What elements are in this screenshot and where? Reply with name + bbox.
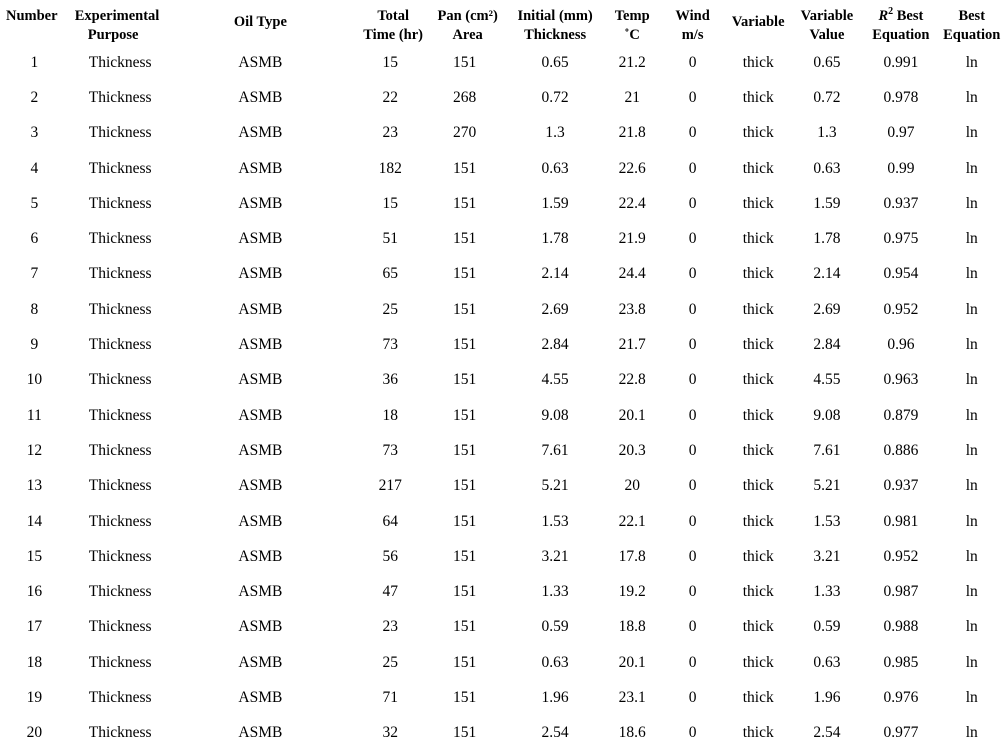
table-row [0, 398, 1002, 433]
header-pan-area-line-2: Area [452, 27, 483, 43]
cell-purpose: Thickness [88, 124, 152, 142]
table-row [0, 469, 1002, 504]
cell-temp: 24.4 [618, 265, 646, 283]
cell-variable-value: 3.21 [813, 547, 841, 565]
cell-oil-type: ASMB [238, 124, 283, 142]
cell-initial-thickness: 4.55 [541, 371, 569, 389]
table-row [0, 539, 1002, 574]
cell-number: 13 [26, 477, 43, 495]
header-variable-value [794, 0, 861, 45]
cell-r2: 0.988 [883, 618, 919, 636]
cell-wind: 0 [688, 441, 697, 459]
cell-temp: 18.8 [618, 618, 646, 636]
cell-pan-area: 151 [453, 512, 477, 530]
cell-wind: 0 [688, 688, 697, 706]
cell-number: 17 [26, 618, 43, 636]
cell-variable: thick [742, 53, 774, 71]
cell-wind: 0 [688, 618, 697, 636]
cell-r2: 0.954 [883, 265, 919, 283]
cell-pan-area: 151 [453, 441, 477, 459]
cell-pan-area: 151 [453, 724, 477, 742]
cell-total-time: 73 [382, 336, 399, 354]
cell-total-time: 22 [382, 88, 399, 106]
cell-temp: 20.3 [618, 441, 646, 459]
cell-initial-thickness: 2.54 [541, 724, 569, 742]
cell-initial-thickness: 0.59 [541, 618, 569, 636]
cell-best-equation: ln [965, 124, 978, 142]
cell-number: 16 [26, 583, 43, 601]
cell-best-equation: ln [965, 300, 978, 318]
cell-total-time: 25 [382, 653, 399, 671]
header-r2-line-2: Equation [872, 27, 930, 43]
cell-temp: 18.6 [618, 724, 646, 742]
cell-best-equation: ln [965, 265, 978, 283]
cell-best-equation: ln [965, 618, 978, 636]
cell-initial-thickness: 1.53 [541, 512, 569, 530]
table-row [0, 292, 1002, 327]
cell-best-equation: ln [965, 441, 978, 459]
cell-oil-type: ASMB [238, 583, 283, 601]
cell-r2: 0.952 [883, 300, 919, 318]
header-oil-type [181, 0, 339, 45]
cell-number: 5 [30, 194, 39, 212]
table-row [0, 186, 1002, 221]
cell-variable: thick [742, 583, 774, 601]
cell-total-time: 182 [378, 159, 402, 177]
header-number-line-1: Number [6, 8, 58, 24]
cell-temp: 21 [624, 88, 640, 106]
cell-total-time: 65 [382, 265, 399, 283]
cell-variable: thick [742, 724, 774, 742]
cell-wind: 0 [688, 371, 697, 389]
cell-pan-area: 151 [453, 230, 477, 248]
cell-pan-area: 151 [453, 300, 477, 318]
cell-variable-value: 9.08 [813, 406, 841, 424]
cell-pan-area: 270 [453, 124, 477, 142]
cell-number: 20 [26, 724, 43, 742]
cell-r2: 0.963 [883, 371, 919, 389]
cell-purpose: Thickness [88, 477, 152, 495]
cell-purpose: Thickness [88, 230, 152, 248]
cell-r2: 0.97 [887, 124, 915, 142]
cell-pan-area: 151 [453, 159, 477, 177]
cell-temp: 23.1 [618, 688, 646, 706]
cell-wind: 0 [688, 159, 697, 177]
cell-total-time: 32 [382, 724, 399, 742]
cell-initial-thickness: 9.08 [541, 406, 569, 424]
cell-initial-thickness: 2.14 [541, 265, 569, 283]
cell-best-equation: ln [965, 688, 978, 706]
table-row [0, 45, 1002, 80]
cell-variable-value: 2.54 [813, 724, 841, 742]
cell-total-time: 23 [382, 618, 399, 636]
cell-variable: thick [742, 618, 774, 636]
cell-variable-value: 7.61 [813, 441, 841, 459]
cell-variable: thick [742, 194, 774, 212]
cell-initial-thickness: 0.63 [541, 159, 569, 177]
cell-variable: thick [742, 406, 774, 424]
cell-initial-thickness: 0.63 [541, 653, 569, 671]
cell-r2: 0.978 [883, 88, 919, 106]
cell-number: 19 [26, 688, 43, 706]
cell-wind: 0 [688, 547, 697, 565]
cell-best-equation: ln [965, 371, 978, 389]
table-row [0, 363, 1002, 398]
cell-purpose: Thickness [88, 441, 152, 459]
cell-r2: 0.981 [883, 512, 919, 530]
header-best-equation-line-1: Best [958, 8, 986, 24]
cell-temp: 21.2 [618, 53, 646, 71]
cell-initial-thickness: 1.96 [541, 688, 569, 706]
cell-r2: 0.985 [883, 653, 919, 671]
cell-temp: 22.4 [618, 194, 646, 212]
cell-purpose: Thickness [88, 371, 152, 389]
cell-purpose: Thickness [88, 88, 152, 106]
header-r2-best-equation [860, 0, 941, 45]
cell-number: 8 [30, 300, 39, 318]
cell-temp: 17.8 [618, 547, 646, 565]
cell-total-time: 15 [382, 194, 399, 212]
cell-wind: 0 [688, 724, 697, 742]
header-wind-line-1: Wind [675, 8, 710, 24]
cell-number: 15 [26, 547, 43, 565]
cell-r2: 0.975 [883, 230, 919, 248]
cell-number: 18 [26, 653, 43, 671]
table-row [0, 574, 1002, 609]
header-pan-area-line-1: Pan (cm²) [437, 8, 498, 24]
header-best-equation [942, 0, 1002, 45]
header-number [0, 0, 69, 45]
cell-purpose: Thickness [88, 583, 152, 601]
header-variable-value-line-2: Value [809, 27, 845, 43]
header-initial-thickness-line-1: Initial (mm) [517, 8, 593, 24]
cell-total-time: 23 [382, 124, 399, 142]
cell-oil-type: ASMB [238, 194, 283, 212]
cell-r2: 0.976 [883, 688, 919, 706]
cell-variable-value: 0.65 [813, 53, 841, 71]
cell-number: 6 [30, 230, 39, 248]
cell-wind: 0 [688, 194, 697, 212]
cell-r2: 0.987 [883, 583, 919, 601]
cell-r2: 0.937 [883, 194, 919, 212]
cell-variable: thick [742, 230, 774, 248]
cell-r2: 0.99 [887, 159, 915, 177]
cell-oil-type: ASMB [238, 265, 283, 283]
header-r2-symbol: R [878, 8, 889, 24]
cell-variable-value: 0.59 [813, 618, 841, 636]
cell-initial-thickness: 0.65 [541, 53, 569, 71]
cell-variable: thick [742, 512, 774, 530]
cell-oil-type: ASMB [238, 336, 283, 354]
cell-purpose: Thickness [88, 53, 152, 71]
cell-best-equation: ln [965, 53, 978, 71]
cell-oil-type: ASMB [238, 230, 283, 248]
header-wind-line-2: m/s [681, 27, 704, 43]
cell-oil-type: ASMB [238, 547, 283, 565]
cell-number: 3 [30, 124, 39, 142]
table-row [0, 610, 1002, 645]
cell-purpose: Thickness [88, 547, 152, 565]
cell-wind: 0 [688, 583, 697, 601]
cell-total-time: 71 [382, 688, 399, 706]
cell-total-time: 15 [382, 53, 399, 71]
cell-r2: 0.886 [883, 441, 919, 459]
cell-variable-value: 1.78 [813, 230, 841, 248]
cell-purpose: Thickness [88, 724, 152, 742]
cell-pan-area: 151 [453, 53, 477, 71]
cell-initial-thickness: 5.21 [541, 477, 569, 495]
cell-pan-area: 151 [453, 653, 477, 671]
header-total-time [340, 0, 427, 45]
cell-number: 14 [26, 512, 43, 530]
cell-initial-thickness: 3.21 [541, 547, 569, 565]
header-initial-thickness [508, 0, 602, 45]
cell-pan-area: 151 [453, 336, 477, 354]
cell-total-time: 64 [382, 512, 399, 530]
cell-purpose: Thickness [88, 688, 152, 706]
cell-r2: 0.937 [883, 477, 919, 495]
cell-temp: 19.2 [618, 583, 646, 601]
cell-wind: 0 [688, 336, 697, 354]
cell-variable-value: 2.84 [813, 336, 841, 354]
cell-oil-type: ASMB [238, 653, 283, 671]
cell-variable-value: 1.33 [813, 583, 841, 601]
header-variable-value-line-1: Variable [800, 8, 854, 24]
cell-oil-type: ASMB [238, 724, 283, 742]
cell-r2: 0.991 [883, 53, 919, 71]
header-temp-line-1: Temp [614, 8, 650, 24]
cell-temp: 21.7 [618, 336, 646, 354]
header-variable-line-1: Variable [731, 14, 785, 30]
cell-oil-type: ASMB [238, 371, 283, 389]
cell-initial-thickness: 1.59 [541, 194, 569, 212]
cell-best-equation: ln [965, 653, 978, 671]
cell-r2: 0.96 [887, 336, 915, 354]
cell-initial-thickness: 2.84 [541, 336, 569, 354]
cell-purpose: Thickness [88, 512, 152, 530]
cell-total-time: 47 [382, 583, 399, 601]
table-row [0, 680, 1002, 715]
cell-purpose: Thickness [88, 265, 152, 283]
cell-pan-area: 151 [453, 194, 477, 212]
cell-temp: 23.8 [618, 300, 646, 318]
cell-number: 7 [30, 265, 39, 283]
cell-variable-value: 1.96 [813, 688, 841, 706]
cell-purpose: Thickness [88, 406, 152, 424]
table-row [0, 257, 1002, 292]
cell-number: 1 [30, 53, 39, 71]
cell-temp: 21.9 [618, 230, 646, 248]
cell-best-equation: ln [965, 230, 978, 248]
header-purpose-line-1: Experimental [74, 8, 160, 24]
cell-number: 10 [26, 371, 43, 389]
header-r2-line-1 [860, 7, 941, 26]
cell-initial-thickness: 7.61 [541, 441, 569, 459]
cell-initial-thickness: 1.3 [545, 124, 565, 142]
cell-pan-area: 151 [453, 477, 477, 495]
cell-best-equation: ln [965, 724, 978, 742]
header-row [0, 0, 1002, 45]
cell-wind: 0 [688, 53, 697, 71]
cell-wind: 0 [688, 265, 697, 283]
cell-variable-value: 2.69 [813, 300, 841, 318]
table-row [0, 116, 1002, 151]
cell-oil-type: ASMB [238, 88, 283, 106]
cell-temp: 22.6 [618, 159, 646, 177]
cell-variable: thick [742, 88, 774, 106]
cell-purpose: Thickness [88, 300, 152, 318]
table-body [0, 45, 1002, 751]
cell-number: 11 [26, 406, 42, 424]
cell-variable: thick [742, 477, 774, 495]
cell-oil-type: ASMB [238, 618, 283, 636]
cell-pan-area: 151 [453, 547, 477, 565]
cell-total-time: 25 [382, 300, 399, 318]
cell-number: 12 [26, 441, 43, 459]
cell-oil-type: ASMB [238, 441, 283, 459]
cell-oil-type: ASMB [238, 406, 283, 424]
cell-variable: thick [742, 159, 774, 177]
cell-oil-type: ASMB [238, 300, 283, 318]
cell-total-time: 56 [382, 547, 399, 565]
cell-total-time: 36 [382, 371, 399, 389]
cell-wind: 0 [688, 124, 697, 142]
cell-best-equation: ln [965, 512, 978, 530]
cell-variable: thick [742, 688, 774, 706]
cell-total-time: 51 [382, 230, 399, 248]
cell-best-equation: ln [965, 88, 978, 106]
cell-variable: thick [742, 371, 774, 389]
header-pan-area [427, 0, 508, 45]
cell-oil-type: ASMB [238, 477, 283, 495]
cell-variable-value: 1.59 [813, 194, 841, 212]
cell-temp: 22.8 [618, 371, 646, 389]
cell-variable: thick [742, 124, 774, 142]
header-purpose [69, 0, 181, 45]
table-row [0, 645, 1002, 680]
cell-variable: thick [742, 336, 774, 354]
cell-pan-area: 151 [453, 265, 477, 283]
cell-wind: 0 [688, 477, 697, 495]
cell-initial-thickness: 0.72 [541, 88, 569, 106]
cell-wind: 0 [688, 653, 697, 671]
header-total-time-line-2: Time (hr) [363, 27, 424, 43]
cell-pan-area: 151 [453, 688, 477, 706]
table-row [0, 716, 1002, 751]
cell-r2: 0.952 [883, 547, 919, 565]
cell-purpose: Thickness [88, 194, 152, 212]
cell-variable: thick [742, 441, 774, 459]
cell-initial-thickness: 1.78 [541, 230, 569, 248]
header-purpose-line-2: Purpose [87, 27, 139, 43]
cell-wind: 0 [688, 406, 697, 424]
cell-purpose: Thickness [88, 336, 152, 354]
cell-total-time: 217 [378, 477, 402, 495]
cell-variable: thick [742, 265, 774, 283]
cell-pan-area: 151 [453, 406, 477, 424]
header-initial-thickness-line-2: Thickness [524, 27, 587, 43]
table-row [0, 433, 1002, 468]
cell-initial-thickness: 1.33 [541, 583, 569, 601]
cell-oil-type: ASMB [238, 688, 283, 706]
cell-initial-thickness: 2.69 [541, 300, 569, 318]
header-wind [662, 0, 722, 45]
cell-temp: 20.1 [618, 653, 646, 671]
header-oil-type-line-1: Oil Type [233, 14, 287, 30]
cell-oil-type: ASMB [238, 512, 283, 530]
cell-variable-value: 2.14 [813, 265, 841, 283]
cell-wind: 0 [688, 512, 697, 530]
cell-r2: 0.879 [883, 406, 919, 424]
cell-variable-value: 5.21 [813, 477, 841, 495]
cell-oil-type: ASMB [238, 159, 283, 177]
cell-purpose: Thickness [88, 653, 152, 671]
cell-variable-value: 4.55 [813, 371, 841, 389]
cell-temp: 22.1 [618, 512, 646, 530]
cell-variable-value: 1.3 [817, 124, 837, 142]
cell-best-equation: ln [965, 194, 978, 212]
cell-variable-value: 0.63 [813, 653, 841, 671]
cell-best-equation: ln [965, 159, 978, 177]
cell-oil-type: ASMB [238, 53, 283, 71]
cell-total-time: 73 [382, 441, 399, 459]
cell-total-time: 18 [382, 406, 399, 424]
cell-r2: 0.977 [883, 724, 919, 742]
cell-number: 9 [30, 336, 39, 354]
header-best-equation-line-2: Equation [943, 27, 1001, 43]
header-r2-best: Best [893, 8, 924, 24]
table-row [0, 151, 1002, 186]
cell-variable-value: 0.72 [813, 88, 841, 106]
cell-best-equation: ln [965, 547, 978, 565]
cell-wind: 0 [688, 230, 697, 248]
cell-temp: 20 [624, 477, 640, 495]
cell-pan-area: 151 [453, 371, 477, 389]
table-row [0, 327, 1002, 362]
cell-number: 4 [30, 159, 39, 177]
table-row [0, 504, 1002, 539]
header-variable [723, 0, 794, 45]
cell-best-equation: ln [965, 477, 978, 495]
cell-purpose: Thickness [88, 618, 152, 636]
header-temp [602, 0, 662, 45]
cell-pan-area: 268 [453, 88, 477, 106]
cell-pan-area: 151 [453, 618, 477, 636]
table-header [0, 0, 1002, 45]
cell-number: 2 [30, 88, 39, 106]
header-temp-line-2: ˚C [624, 27, 640, 43]
cell-variable: thick [742, 547, 774, 565]
table-row [0, 221, 1002, 256]
cell-best-equation: ln [965, 406, 978, 424]
cell-purpose: Thickness [88, 159, 152, 177]
cell-variable: thick [742, 653, 774, 671]
cell-variable-value: 0.63 [813, 159, 841, 177]
cell-variable: thick [742, 300, 774, 318]
cell-best-equation: ln [965, 583, 978, 601]
header-r2-superscript: 2 [888, 6, 894, 18]
cell-variable-value: 1.53 [813, 512, 841, 530]
cell-wind: 0 [688, 300, 697, 318]
header-total-time-line-1: Total [377, 8, 410, 24]
cell-temp: 20.1 [618, 406, 646, 424]
cell-best-equation: ln [965, 336, 978, 354]
cell-wind: 0 [688, 88, 697, 106]
cell-pan-area: 151 [453, 583, 477, 601]
cell-temp: 21.8 [618, 124, 646, 142]
table-row [0, 80, 1002, 115]
